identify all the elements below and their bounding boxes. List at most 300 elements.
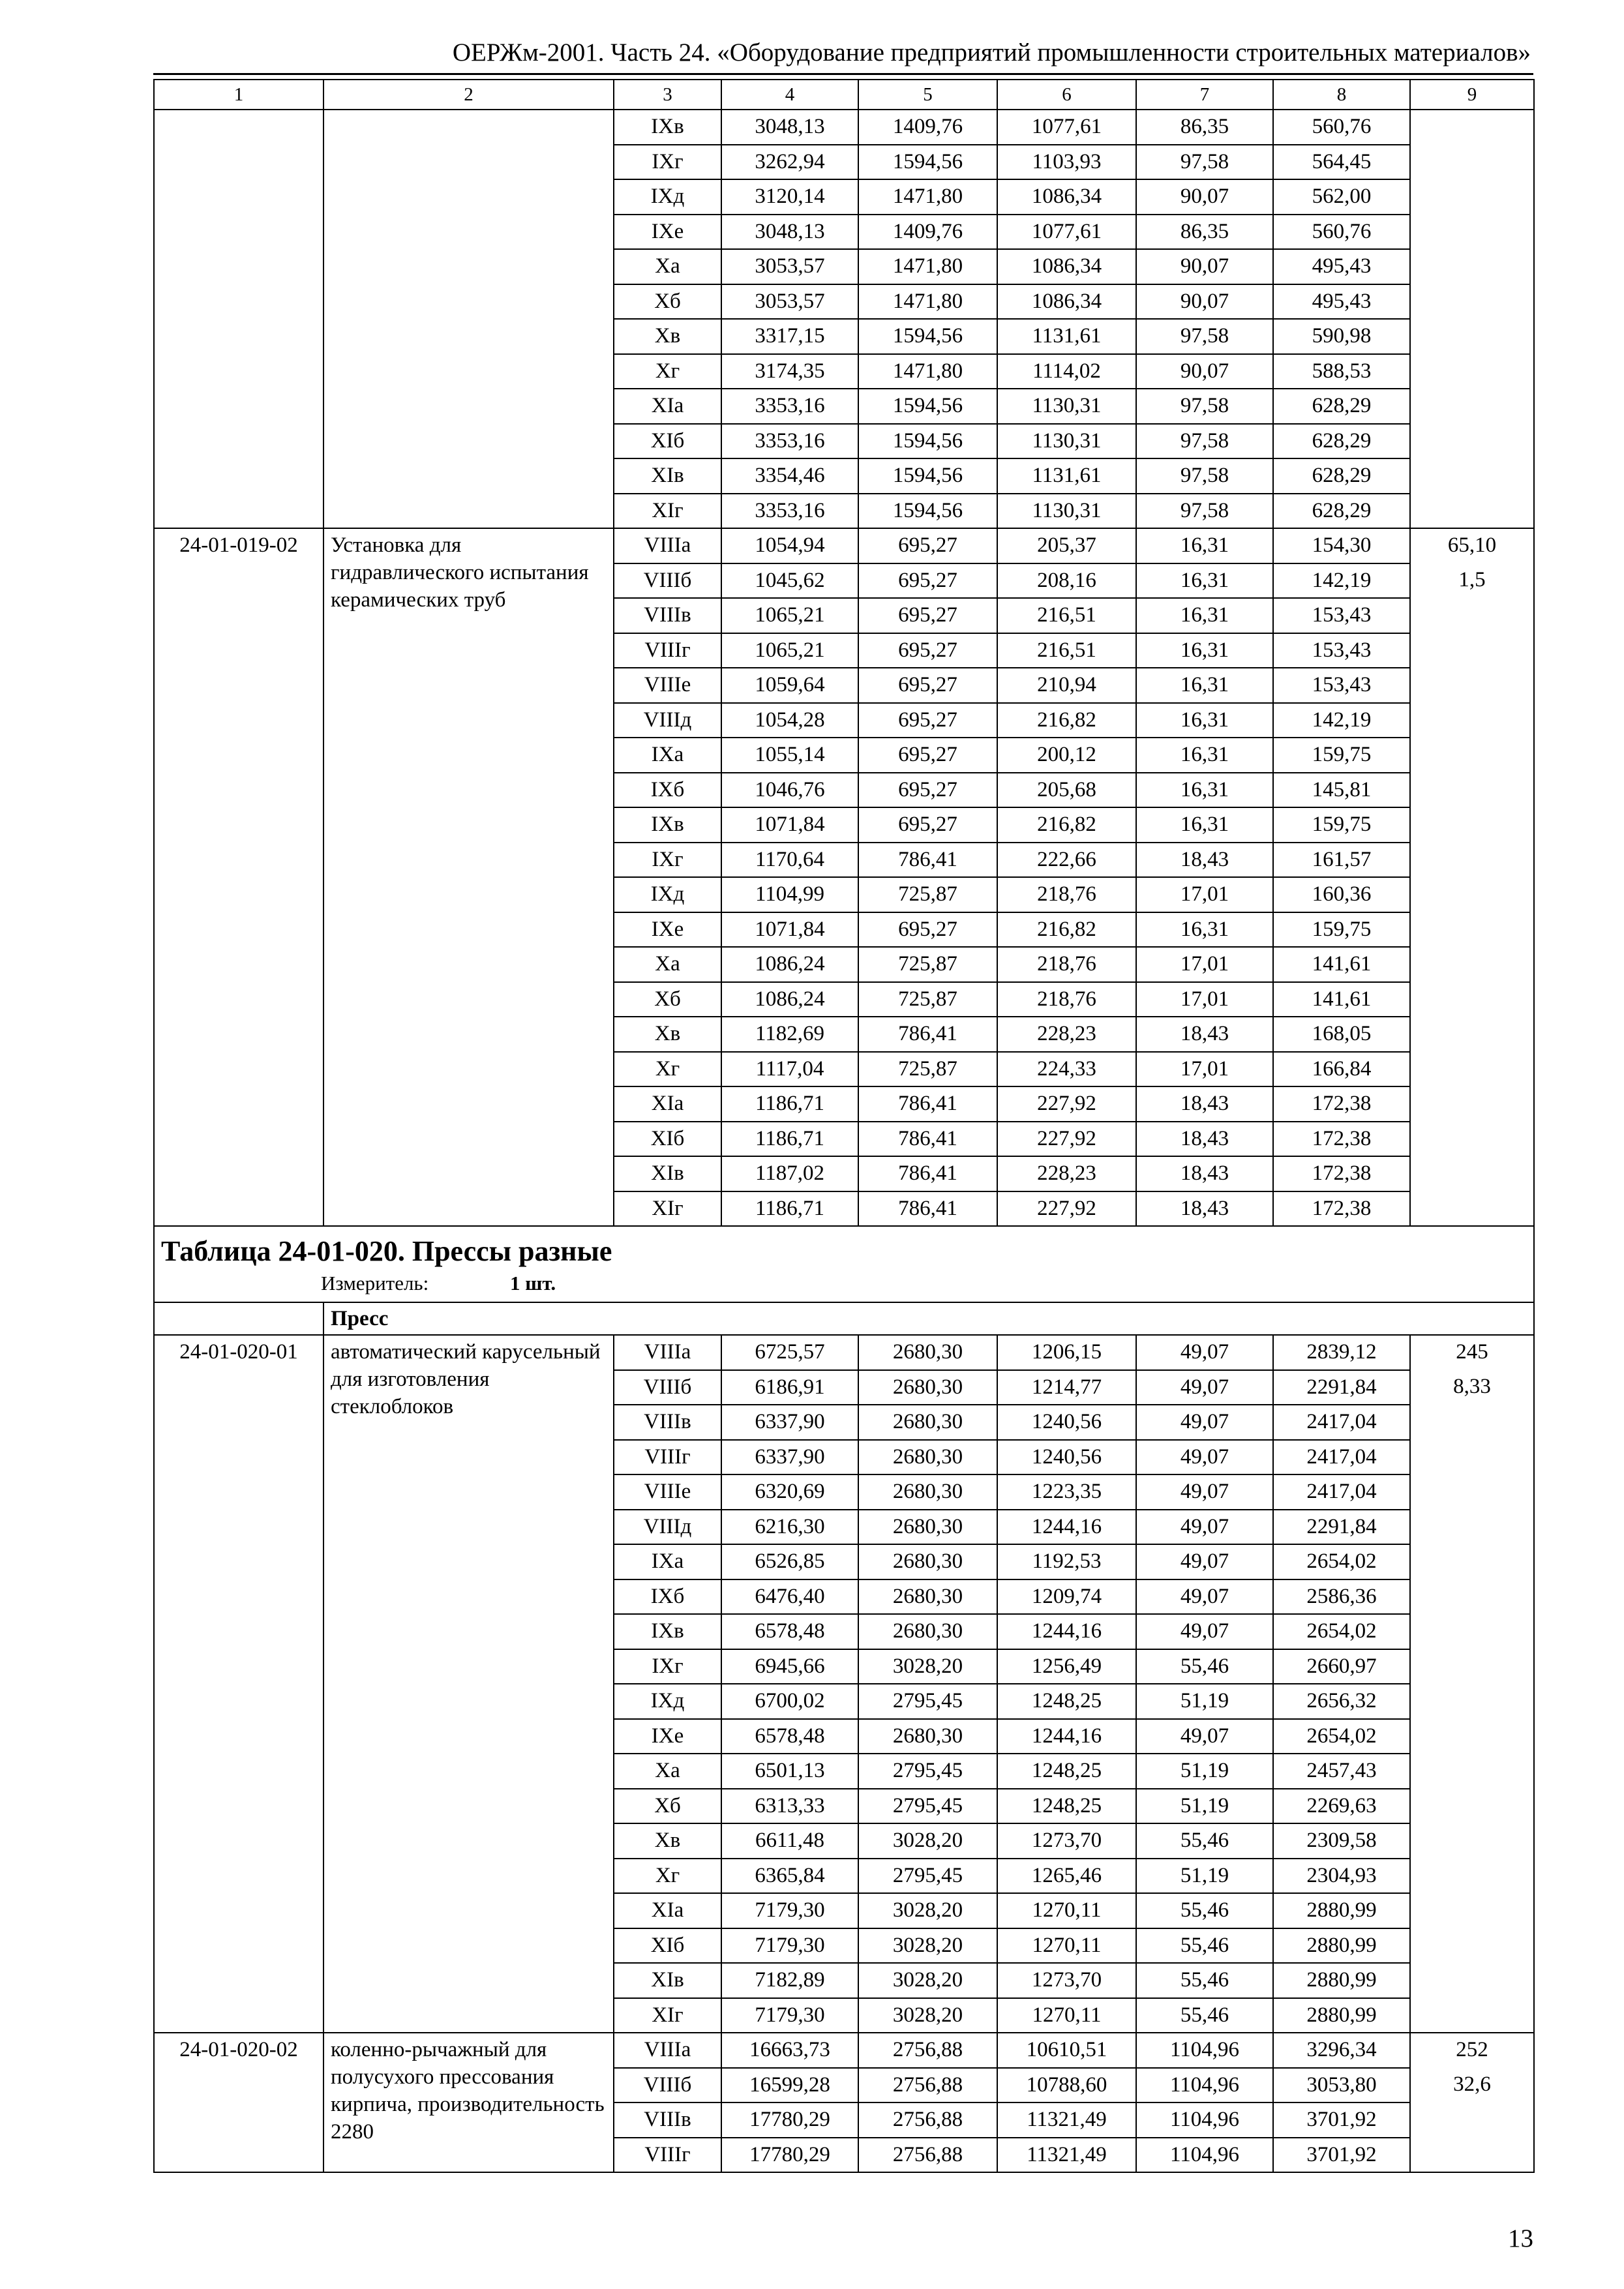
zone-cell: XIг (614, 1191, 721, 1227)
value-cell: 17,01 (1136, 1052, 1273, 1087)
value-cell: 695,27 (858, 807, 997, 843)
value-cell: 3296,34 (1273, 2033, 1410, 2068)
value-cell: 216,51 (997, 598, 1136, 633)
value-cell: 2756,88 (858, 2138, 997, 2173)
value-cell: 1130,31 (997, 494, 1136, 529)
value-cell: 86,35 (1136, 215, 1273, 250)
value-cell: 3028,20 (858, 1928, 997, 1964)
zone-cell: IXг (614, 843, 721, 878)
value-cell: 18,43 (1136, 1086, 1273, 1122)
value-cell: 2756,88 (858, 2068, 997, 2103)
value-cell: 1104,96 (1136, 2138, 1273, 2173)
zone-cell: VIIIа (614, 1335, 721, 1370)
value-cell: 1409,76 (858, 110, 997, 145)
value-cell: 2654,02 (1273, 1614, 1410, 1649)
zone-cell: XIв (614, 1963, 721, 1998)
value-cell: 628,29 (1273, 389, 1410, 424)
item-code: 24-01-019-02 (154, 528, 323, 1226)
value-cell: 1187,02 (721, 1156, 858, 1191)
zone-cell: XIа (614, 389, 721, 424)
note-value: 1,5 (1458, 568, 1486, 591)
value-cell: 786,41 (858, 843, 997, 878)
value-cell: 2839,12 (1273, 1335, 1410, 1370)
value-cell: 97,58 (1136, 319, 1273, 354)
group-code-cell (154, 1302, 323, 1335)
value-cell: 3053,57 (721, 284, 858, 320)
value-cell: 17,01 (1136, 947, 1273, 982)
value-cell: 1104,96 (1136, 2033, 1273, 2068)
value-cell: 1104,99 (721, 877, 858, 912)
value-cell: 695,27 (858, 563, 997, 599)
value-cell: 142,19 (1273, 703, 1410, 738)
value-cell: 1186,71 (721, 1086, 858, 1122)
note-value: 252 (1456, 2038, 1488, 2061)
value-cell: 172,38 (1273, 1191, 1410, 1227)
value-cell: 1244,16 (997, 1719, 1136, 1754)
value-cell: 1273,70 (997, 1963, 1136, 1998)
value-cell: 725,87 (858, 877, 997, 912)
value-cell: 97,58 (1136, 389, 1273, 424)
value-cell: 3354,46 (721, 458, 858, 494)
value-cell: 18,43 (1136, 843, 1273, 878)
value-cell: 55,46 (1136, 1893, 1273, 1928)
value-cell: 3053,80 (1273, 2068, 1410, 2103)
zone-cell: IXе (614, 215, 721, 250)
value-cell: 1086,24 (721, 947, 858, 982)
value-cell: 90,07 (1136, 354, 1273, 389)
value-cell: 786,41 (858, 1156, 997, 1191)
value-cell: 55,46 (1136, 1998, 1273, 2033)
value-cell: 16,31 (1136, 633, 1273, 668)
value-cell: 3028,20 (858, 1649, 997, 1684)
value-cell: 16663,73 (721, 2033, 858, 2068)
zone-cell: XIг (614, 1998, 721, 2033)
zone-cell: XIб (614, 1928, 721, 1964)
zone-cell: Xг (614, 354, 721, 389)
value-cell: 2680,30 (858, 1405, 997, 1440)
measure-label: Измеритель: (321, 1272, 429, 1294)
table-body (154, 80, 1534, 2172)
value-cell: 1240,56 (997, 1440, 1136, 1475)
value-cell: 1244,16 (997, 1614, 1136, 1649)
value-cell: 97,58 (1136, 424, 1273, 459)
value-cell: 725,87 (858, 1052, 997, 1087)
page-number: 13 (1508, 2224, 1533, 2252)
value-cell: 695,27 (858, 528, 997, 563)
value-cell: 159,75 (1273, 807, 1410, 843)
value-cell: 2680,30 (858, 1544, 997, 1579)
value-cell: 18,43 (1136, 1122, 1273, 1157)
value-cell: 1103,93 (997, 145, 1136, 180)
measure-value: 1 шт. (510, 1272, 556, 1294)
value-cell: 590,98 (1273, 319, 1410, 354)
value-cell: 1086,34 (997, 179, 1136, 215)
value-cell: 695,27 (858, 633, 997, 668)
value-cell: 6337,90 (721, 1440, 858, 1475)
value-cell: 7179,30 (721, 1998, 858, 2033)
value-cell: 16599,28 (721, 2068, 858, 2103)
column-number: 6 (997, 80, 1136, 110)
value-cell: 695,27 (858, 703, 997, 738)
value-cell: 18,43 (1136, 1156, 1273, 1191)
value-cell: 200,12 (997, 738, 1136, 773)
value-cell: 1471,80 (858, 284, 997, 320)
value-cell: 2680,30 (858, 1370, 997, 1405)
value-cell: 6320,69 (721, 1474, 858, 1510)
value-cell: 216,82 (997, 807, 1136, 843)
value-cell: 51,19 (1136, 1789, 1273, 1824)
zone-cell: VIIIа (614, 2033, 721, 2068)
value-cell: 142,19 (1273, 563, 1410, 599)
value-cell: 1065,21 (721, 633, 858, 668)
value-cell: 560,76 (1273, 110, 1410, 145)
value-cell: 227,92 (997, 1122, 1136, 1157)
value-cell: 1114,02 (997, 354, 1136, 389)
value-cell: 2291,84 (1273, 1510, 1410, 1545)
value-cell: 2795,45 (858, 1684, 997, 1719)
value-cell: 1054,28 (721, 703, 858, 738)
item-code (154, 110, 323, 528)
value-cell: 1131,61 (997, 319, 1136, 354)
running-header (153, 34, 1533, 75)
value-cell: 228,23 (997, 1017, 1136, 1052)
value-cell: 208,16 (997, 563, 1136, 599)
column-number: 3 (614, 80, 721, 110)
value-cell: 10788,60 (997, 2068, 1136, 2103)
value-cell: 2457,43 (1273, 1754, 1410, 1789)
table-row (154, 2033, 1534, 2068)
value-cell: 6578,48 (721, 1614, 858, 1649)
value-cell: 16,31 (1136, 668, 1273, 703)
table-title: Таблица 24-01-020. Прессы разные (161, 1235, 612, 1267)
value-cell: 1186,71 (721, 1122, 858, 1157)
zone-cell: Xв (614, 319, 721, 354)
zone-cell: VIIIг (614, 633, 721, 668)
value-cell: 1077,61 (997, 215, 1136, 250)
value-cell: 1594,56 (858, 389, 997, 424)
zone-cell: IXв (614, 1614, 721, 1649)
value-cell: 495,43 (1273, 284, 1410, 320)
note-value: 245 (1456, 1340, 1488, 1364)
value-cell: 218,76 (997, 947, 1136, 982)
value-cell: 7179,30 (721, 1893, 858, 1928)
value-cell: 3262,94 (721, 145, 858, 180)
value-cell: 1270,11 (997, 1893, 1136, 1928)
value-cell: 159,75 (1273, 738, 1410, 773)
value-cell: 6501,13 (721, 1754, 858, 1789)
column-number: 1 (154, 80, 323, 110)
value-cell: 1594,56 (858, 458, 997, 494)
value-cell: 2756,88 (858, 2102, 997, 2138)
value-cell: 786,41 (858, 1191, 997, 1227)
value-cell: 16,31 (1136, 528, 1273, 563)
value-cell: 2654,02 (1273, 1719, 1410, 1754)
value-cell: 1192,53 (997, 1544, 1136, 1579)
zone-cell: VIIIе (614, 668, 721, 703)
column-number-row (154, 80, 1534, 110)
zone-cell: VIIIа (614, 528, 721, 563)
value-cell: 1594,56 (858, 319, 997, 354)
value-cell: 16,31 (1136, 703, 1273, 738)
value-cell: 172,38 (1273, 1156, 1410, 1191)
value-cell: 6526,85 (721, 1544, 858, 1579)
table-title-cell (154, 1226, 1534, 1302)
zone-cell: Xв (614, 1017, 721, 1052)
value-cell: 3701,92 (1273, 2138, 1410, 2173)
value-cell: 97,58 (1136, 458, 1273, 494)
value-cell: 16,31 (1136, 563, 1273, 599)
value-cell: 3353,16 (721, 389, 858, 424)
value-cell: 2269,63 (1273, 1789, 1410, 1824)
value-cell: 17,01 (1136, 877, 1273, 912)
value-cell: 1265,46 (997, 1859, 1136, 1894)
value-cell: 153,43 (1273, 598, 1410, 633)
value-cell: 51,19 (1136, 1684, 1273, 1719)
zone-cell: Xб (614, 1789, 721, 1824)
value-cell: 2680,30 (858, 1719, 997, 1754)
value-cell: 1104,96 (1136, 2068, 1273, 2103)
value-cell: 7182,89 (721, 1963, 858, 1998)
value-cell: 18,43 (1136, 1017, 1273, 1052)
zone-cell: IXа (614, 738, 721, 773)
value-cell: 218,76 (997, 877, 1136, 912)
zone-cell: XIб (614, 1122, 721, 1157)
zone-cell: Xг (614, 1859, 721, 1894)
value-cell: 6186,91 (721, 1370, 858, 1405)
note-value: 8,33 (1453, 1375, 1491, 1398)
value-cell: 227,92 (997, 1191, 1136, 1227)
item-code: 24-01-020-02 (154, 2033, 323, 2172)
note-cell (1410, 528, 1534, 1226)
zone-cell: VIIIв (614, 1405, 721, 1440)
value-cell: 1214,77 (997, 1370, 1136, 1405)
value-cell: 6365,84 (721, 1859, 858, 1894)
value-cell: 1104,96 (1136, 2102, 1273, 2138)
value-cell: 1471,80 (858, 354, 997, 389)
value-cell: 49,07 (1136, 1335, 1273, 1370)
value-cell: 1594,56 (858, 494, 997, 529)
column-number: 7 (1136, 80, 1273, 110)
value-cell: 2756,88 (858, 2033, 997, 2068)
value-cell: 1054,94 (721, 528, 858, 563)
zone-cell: XIг (614, 494, 721, 529)
value-cell: 1244,16 (997, 1510, 1136, 1545)
value-cell: 628,29 (1273, 458, 1410, 494)
value-cell: 141,61 (1273, 947, 1410, 982)
value-cell: 224,33 (997, 1052, 1136, 1087)
value-cell: 1223,35 (997, 1474, 1136, 1510)
value-cell: 11321,49 (997, 2138, 1136, 2173)
value-cell: 49,07 (1136, 1510, 1273, 1545)
value-cell: 1206,15 (997, 1335, 1136, 1370)
value-cell: 1117,04 (721, 1052, 858, 1087)
value-cell: 11321,49 (997, 2102, 1136, 2138)
value-cell: 786,41 (858, 1017, 997, 1052)
value-cell: 16,31 (1136, 598, 1273, 633)
value-cell: 51,19 (1136, 1754, 1273, 1789)
zone-cell: Xа (614, 947, 721, 982)
zone-cell: VIIIб (614, 563, 721, 599)
value-cell: 90,07 (1136, 179, 1273, 215)
value-cell: 216,82 (997, 912, 1136, 948)
zone-cell: IXг (614, 145, 721, 180)
value-cell: 1594,56 (858, 145, 997, 180)
value-cell: 1086,34 (997, 284, 1136, 320)
zone-cell: IXв (614, 110, 721, 145)
value-cell: 16,31 (1136, 738, 1273, 773)
value-cell: 628,29 (1273, 494, 1410, 529)
zone-cell: Xб (614, 982, 721, 1017)
value-cell: 6611,48 (721, 1823, 858, 1859)
value-cell: 49,07 (1136, 1474, 1273, 1510)
value-cell: 1045,62 (721, 563, 858, 599)
rates-table (153, 79, 1535, 2173)
value-cell: 17,01 (1136, 982, 1273, 1017)
value-cell: 49,07 (1136, 1579, 1273, 1615)
value-cell: 1248,25 (997, 1789, 1136, 1824)
value-cell: 3028,20 (858, 1823, 997, 1859)
zone-cell: IXа (614, 1544, 721, 1579)
table-row (154, 528, 1534, 563)
value-cell: 1086,24 (721, 982, 858, 1017)
value-cell: 6725,57 (721, 1335, 858, 1370)
value-cell: 2680,30 (858, 1440, 997, 1475)
value-cell: 16,31 (1136, 807, 1273, 843)
item-name: Установка для гидравлического испытания керамических труб (323, 528, 614, 1226)
note-cell (1410, 1335, 1534, 2033)
value-cell: 166,84 (1273, 1052, 1410, 1087)
table-title-row (154, 1226, 1534, 1302)
value-cell: 160,36 (1273, 877, 1410, 912)
value-cell: 16,31 (1136, 912, 1273, 948)
value-cell: 49,07 (1136, 1440, 1273, 1475)
value-cell: 210,94 (997, 668, 1136, 703)
zone-cell: VIIIд (614, 703, 721, 738)
table-row (154, 110, 1534, 145)
value-cell: 2417,04 (1273, 1474, 1410, 1510)
value-cell: 216,82 (997, 703, 1136, 738)
value-cell: 2586,36 (1273, 1579, 1410, 1615)
value-cell: 17780,29 (721, 2102, 858, 2138)
value-cell: 3317,15 (721, 319, 858, 354)
value-cell: 6700,02 (721, 1684, 858, 1719)
value-cell: 222,66 (997, 843, 1136, 878)
zone-cell: IXд (614, 877, 721, 912)
zone-cell: VIIIг (614, 1440, 721, 1475)
value-cell: 49,07 (1136, 1370, 1273, 1405)
measure-line (155, 1268, 1533, 1302)
value-cell: 1273,70 (997, 1823, 1136, 1859)
value-cell: 2654,02 (1273, 1544, 1410, 1579)
zone-cell: XIа (614, 1086, 721, 1122)
zone-cell: VIIIг (614, 2138, 721, 2173)
zone-cell: VIIIб (614, 1370, 721, 1405)
value-cell: 2309,58 (1273, 1823, 1410, 1859)
value-cell: 695,27 (858, 738, 997, 773)
value-cell: 1071,84 (721, 807, 858, 843)
value-cell: 205,68 (997, 773, 1136, 808)
value-cell: 2291,84 (1273, 1370, 1410, 1405)
value-cell: 154,30 (1273, 528, 1410, 563)
item-code: 24-01-020-01 (154, 1335, 323, 2033)
header-text: ОЕРЖм-2001. Часть 24. «Оборудование предприятий промышленности строительных материалов» (452, 38, 1531, 67)
value-cell: 2680,30 (858, 1335, 997, 1370)
value-cell: 564,45 (1273, 145, 1410, 180)
value-cell: 1065,21 (721, 598, 858, 633)
zone-cell: IXг (614, 1649, 721, 1684)
column-number: 9 (1410, 80, 1534, 110)
value-cell: 55,46 (1136, 1928, 1273, 1964)
value-cell: 2680,30 (858, 1510, 997, 1545)
item-name: коленно-рычажный для полусухого прессования кирпича, производительность 2280 (323, 2033, 614, 2172)
value-cell: 2680,30 (858, 1614, 997, 1649)
item-name (323, 110, 614, 528)
value-cell: 560,76 (1273, 215, 1410, 250)
value-cell: 3028,20 (858, 1963, 997, 1998)
zone-cell: XIв (614, 458, 721, 494)
group-row (154, 1302, 1534, 1335)
value-cell: 3053,57 (721, 249, 858, 284)
table-row (154, 1335, 1534, 1370)
value-cell: 1131,61 (997, 458, 1136, 494)
value-cell: 1256,49 (997, 1649, 1136, 1684)
value-cell: 86,35 (1136, 110, 1273, 145)
value-cell: 172,38 (1273, 1086, 1410, 1122)
zone-cell: IXв (614, 807, 721, 843)
value-cell: 6578,48 (721, 1719, 858, 1754)
value-cell: 49,07 (1136, 1719, 1273, 1754)
zone-cell: IXе (614, 1719, 721, 1754)
group-label: Пресс (323, 1302, 1534, 1335)
value-cell: 227,92 (997, 1086, 1136, 1122)
item-name: автоматический карусельный для изготовления стеклоблоков (323, 1335, 614, 2033)
value-cell: 55,46 (1136, 1963, 1273, 1998)
value-cell: 1270,11 (997, 1928, 1136, 1964)
value-cell: 2304,93 (1273, 1859, 1410, 1894)
value-cell: 3174,35 (721, 354, 858, 389)
value-cell: 1240,56 (997, 1405, 1136, 1440)
value-cell: 1594,56 (858, 424, 997, 459)
zone-cell: XIв (614, 1156, 721, 1191)
zone-cell: Xб (614, 284, 721, 320)
value-cell: 6476,40 (721, 1579, 858, 1615)
value-cell: 1209,74 (997, 1579, 1136, 1615)
value-cell: 10610,51 (997, 2033, 1136, 2068)
value-cell: 141,61 (1273, 982, 1410, 1017)
value-cell: 1248,25 (997, 1684, 1136, 1719)
value-cell: 1182,69 (721, 1017, 858, 1052)
value-cell: 3353,16 (721, 494, 858, 529)
value-cell: 2795,45 (858, 1859, 997, 1894)
value-cell: 49,07 (1136, 1405, 1273, 1440)
value-cell: 588,53 (1273, 354, 1410, 389)
column-number: 4 (721, 80, 858, 110)
value-cell: 2417,04 (1273, 1405, 1410, 1440)
value-cell: 17780,29 (721, 2138, 858, 2173)
value-cell: 97,58 (1136, 145, 1273, 180)
value-cell: 6313,33 (721, 1789, 858, 1824)
value-cell: 1186,71 (721, 1191, 858, 1227)
value-cell: 3701,92 (1273, 2102, 1410, 2138)
zone-cell: IXд (614, 179, 721, 215)
value-cell: 2795,45 (858, 1754, 997, 1789)
note-value: 32,6 (1453, 2072, 1491, 2096)
value-cell: 97,58 (1136, 494, 1273, 529)
value-cell: 1055,14 (721, 738, 858, 773)
zone-cell: Xг (614, 1052, 721, 1087)
value-cell: 2417,04 (1273, 1440, 1410, 1475)
value-cell: 6945,66 (721, 1649, 858, 1684)
